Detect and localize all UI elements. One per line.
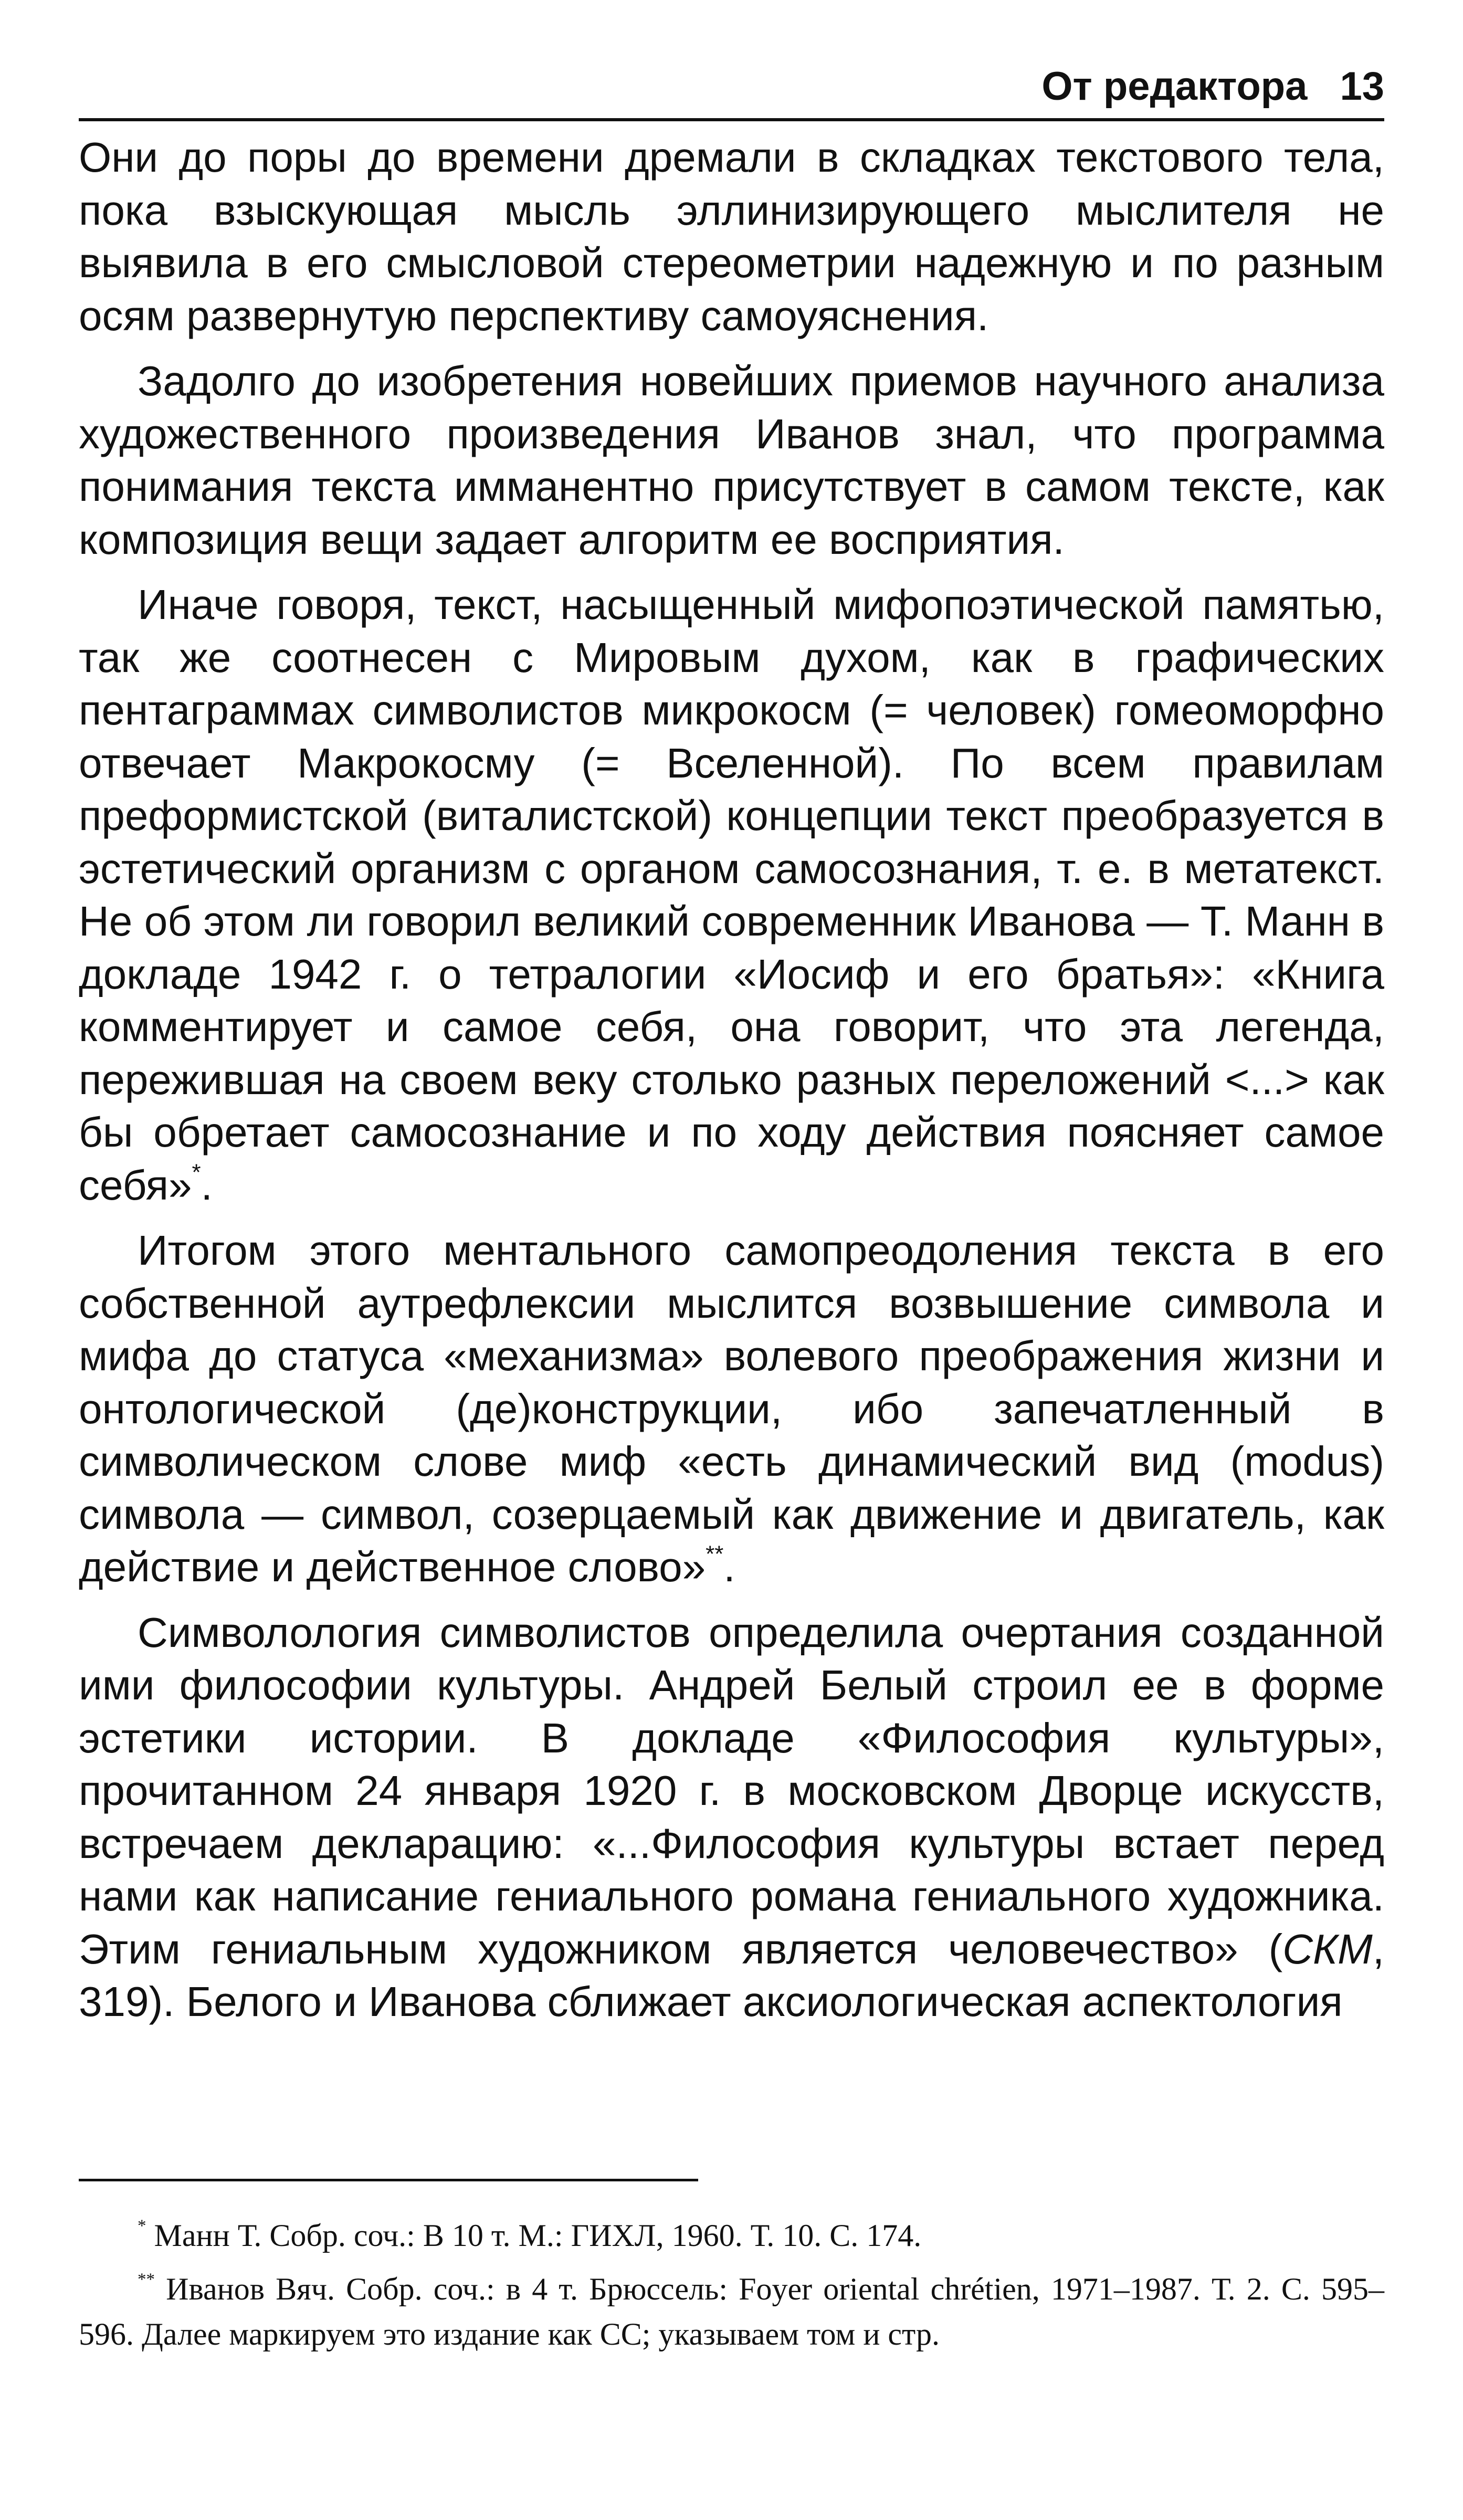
footnote-ref: ** bbox=[706, 1541, 724, 1567]
abbreviation-italic: СКМ bbox=[1282, 1925, 1373, 1972]
paragraph-tail: . bbox=[201, 1161, 213, 1209]
paragraph-tail: . bbox=[723, 1544, 735, 1590]
paragraph-4 bbox=[79, 1224, 1384, 1594]
running-title: От редактора bbox=[1041, 64, 1308, 109]
footnote-divider bbox=[79, 2179, 698, 2181]
main-text bbox=[79, 131, 1384, 2041]
paragraph-text: Символология символистов определила очертания созданной ими философии культуры. Андрей Белый строил ее в форме эстетики истории. В докладе «Философия культуры», прочитанном 24 января 1920 г. в московском Дворце искусств, встречаем декларацию: «...Философия культуры встает перед нами как написание гениального романа гениального художника. Этим гениальным художником является человечество» ( bbox=[79, 1609, 1384, 1972]
paragraph-3 bbox=[79, 579, 1384, 1212]
running-header bbox=[79, 60, 1384, 121]
paragraph-text: Итогом этого ментального самопреодоления текста в его собственной аутрефлексии мыслится возвышение символа и мифа до статуса «механизма» волевого преображения жизни и онтологической (де)конструкции, ибо запечатленный в символическом слове миф «есть динамический вид (modus) символа — символ, созерцаемый как движение и двигатель, как действие и действенное слово» bbox=[79, 1227, 1384, 1590]
paragraph-text: Они до поры до времени дремали в складках текстового тела, пока взыскующая мысль эллинизирующего мыслителя не выявила в его смысловой стереометрии надежную и по разным осям развернутую перспективу самоуяснения. bbox=[79, 134, 1384, 339]
paragraph-5 bbox=[79, 1606, 1384, 2029]
page-number: 13 bbox=[1340, 64, 1384, 109]
footnote-mark: * bbox=[138, 2216, 146, 2235]
footnote-text: Иванов Вяч. Собр. соч.: в 4 т. Брюссель: Foyer oriental chrétien, 1971–1987. Т. 2. С. 595–596. Далее маркируем это издание как СС; указываем том и стр. bbox=[79, 2272, 1384, 2351]
paragraph-tail: , 319). Белого и Иванова сближает аксиологическая аспектология bbox=[79, 1925, 1384, 2025]
paragraph-1 bbox=[79, 131, 1384, 342]
footnote-ref: * bbox=[192, 1159, 201, 1185]
footnote-mark: ** bbox=[138, 2270, 155, 2289]
footnote-1 bbox=[79, 2213, 1384, 2258]
footnote-text: Манн Т. Собр. соч.: В 10 т. М.: ГИХЛ, 1960. Т. 10. С. 174. bbox=[146, 2218, 922, 2253]
book-page bbox=[79, 0, 1384, 2520]
paragraph-2 bbox=[79, 355, 1384, 566]
footnote-2 bbox=[79, 2266, 1384, 2357]
paragraph-text: Задолго до изобретения новейших приемов научного анализа художественного произведения Иванов знал, что программа понимания текста имманентно присутствует в самом тексте, как композиция вещи задает алгоритм ее восприятия. bbox=[79, 358, 1384, 563]
paragraph-text: Иначе говоря, текст, насыщенный мифопоэтической памятью, так же соотнесен с Мировым духом, как в графических пентаграммах символистов микрокосм (= человек) гомеоморфно отвечает Макрокосму (= Вселенной). По всем правилам преформистской (виталистской) концепции текст преобразуется в эстетический организм с органом самосознания, т. е. в метатекст. Не об этом ли говорил великий современник Иванова — Т. Манн в докладе 1942 г. о тетралогии «Иосиф и его братья»: «Книга комментирует и самое себя, она говорит, что эта легенда, пережившая на своем веку столько разных переложений <...> как бы обретает самосознание и по ходу действия поясняет самое себя» bbox=[79, 581, 1384, 1209]
footnotes bbox=[79, 2213, 1384, 2365]
